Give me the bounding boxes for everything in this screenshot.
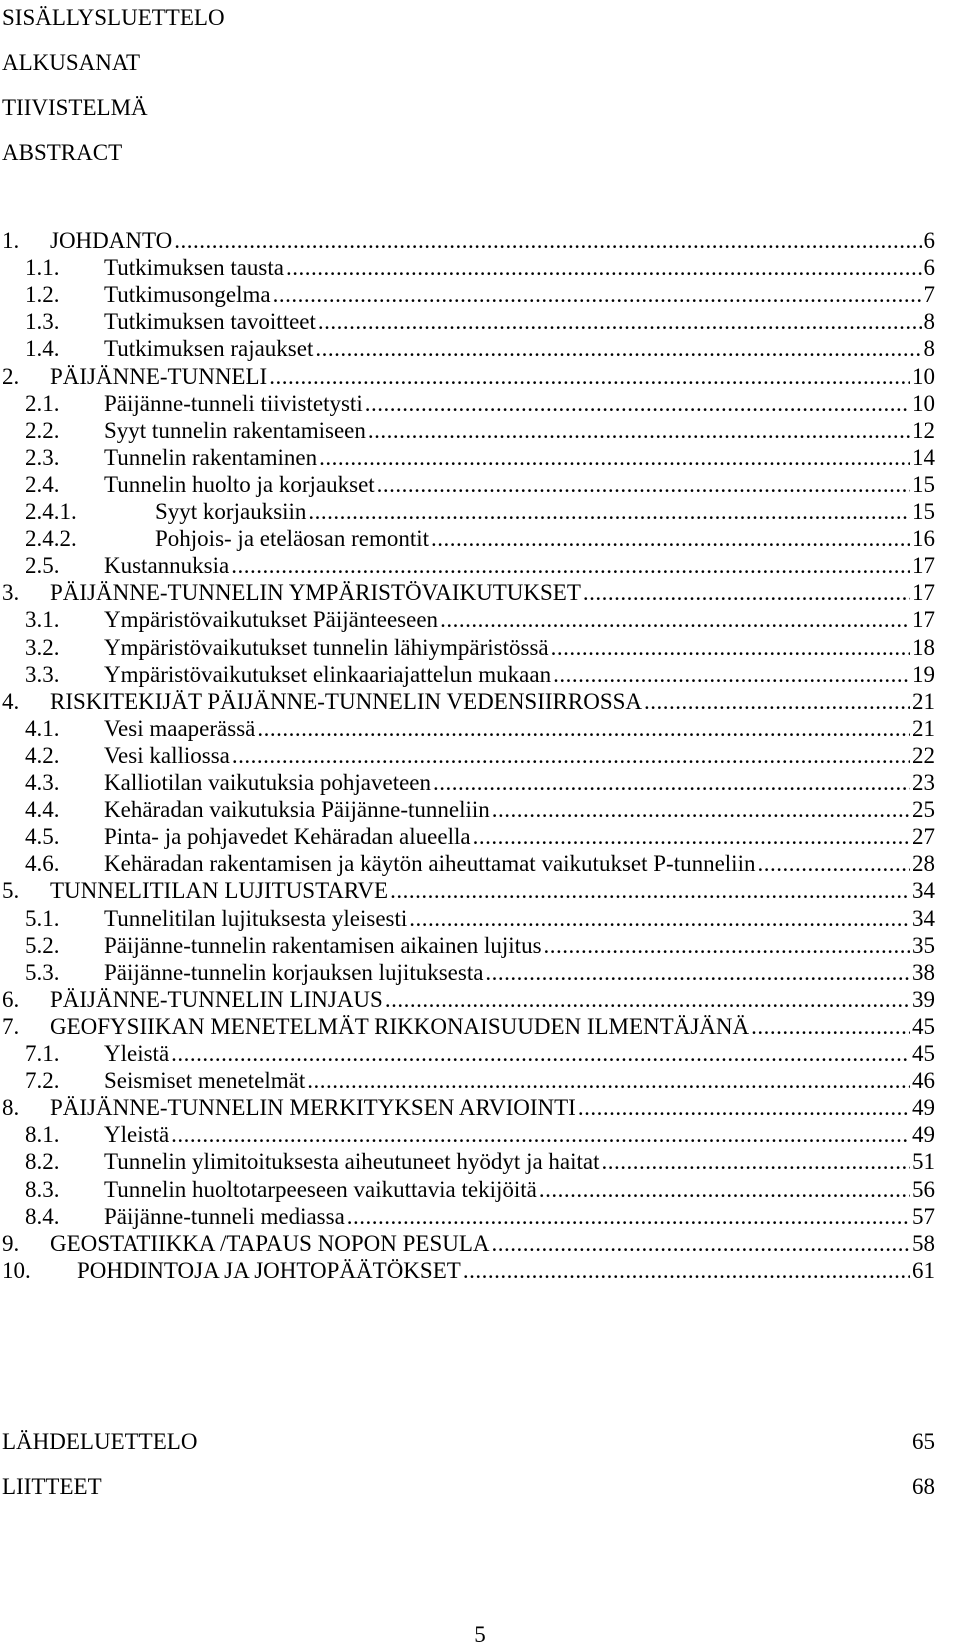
toc-entry (25, 636, 935, 663)
toc-entry-title: Yleistä (104, 1122, 170, 1148)
toc-entry-number: 1.3. (25, 309, 60, 335)
toc-entry (25, 554, 935, 581)
toc-entry (2, 1015, 935, 1042)
back-matter-page: 65 (912, 1429, 935, 1454)
toc-entry (25, 256, 935, 283)
toc-entry-number: 4.3. (25, 770, 60, 795)
toc-entry-number: 8.3. (25, 1176, 60, 1202)
toc-entry-title: Tutkimusongelma (104, 282, 271, 308)
toc-entry-number: 2.4.1. (25, 499, 77, 524)
toc-entry-number: 4.5. (25, 824, 60, 850)
toc-dot-leader (385, 988, 910, 1011)
toc-entry-title: Syyt tunnelin rakentamiseen (104, 417, 366, 443)
toc-entry-number: 3. (2, 580, 20, 606)
toc-entry-page: 16 (912, 526, 935, 552)
toc-entry-title: Päijänne-tunnelin rakentamisen aikainen lujitus (104, 932, 542, 958)
toc-entry (2, 690, 935, 717)
toc-entry-title: Päijänne-tunneli mediassa (104, 1203, 345, 1229)
toc-entry (2, 988, 935, 1015)
toc-entry-number: 1.4. (25, 336, 60, 362)
toc-entry (25, 825, 935, 852)
toc-entry-page: 23 (912, 770, 935, 795)
toc-entry-page: 46 (912, 1068, 935, 1094)
toc-entry-number: 2.5. (25, 553, 60, 579)
toc-dot-leader (644, 690, 910, 713)
toc-entry-title: Tunnelin rakentaminen (104, 444, 318, 470)
toc-entry-page: 10 (912, 363, 935, 389)
toc-entry (25, 446, 935, 473)
toc-entry-page: 7 (923, 282, 935, 308)
toc-entry-page: 45 (912, 1013, 935, 1039)
toc-entry (25, 798, 935, 825)
toc-entry-number: 5.3. (25, 959, 60, 985)
toc-dot-leader (368, 419, 910, 442)
toc-entry (25, 907, 935, 934)
toc-entry-page: 49 (912, 1095, 935, 1121)
toc-dot-leader (377, 473, 910, 496)
toc-dot-leader (492, 1232, 910, 1255)
toc-entry-number: 2.4.2. (25, 526, 77, 552)
toc-entry (25, 1205, 935, 1232)
toc-entry (25, 1178, 935, 1205)
toc-entry-page: 14 (912, 444, 935, 470)
toc-entry (25, 771, 935, 798)
toc-entry-page: 28 (912, 851, 935, 877)
toc-entry (25, 283, 935, 310)
toc-dot-leader (463, 1259, 910, 1282)
toc-entry (25, 961, 935, 988)
toc-entry-number: 1.2. (25, 282, 60, 308)
toc-entry-page: 58 (912, 1230, 935, 1256)
toc-entry-title: GEOFYSIIKAN MENETELMÄT RIKKONAISUUDEN ILMENTÄJÄNÄ (50, 1013, 750, 1039)
toc-dot-leader (409, 907, 910, 930)
toc-entry-page: 34 (912, 905, 935, 931)
toc-entry-number: 7.2. (25, 1068, 60, 1094)
toc-entry-page: 51 (912, 1149, 935, 1175)
toc-dot-leader (307, 1069, 910, 1092)
toc-entry-number: 4. (2, 688, 20, 714)
toc-dot-leader (171, 1123, 910, 1146)
toc-entry (25, 717, 935, 744)
toc-entry-number: 3.3. (25, 661, 60, 687)
toc-entry (25, 608, 935, 635)
toc-entry-page: 18 (912, 634, 935, 660)
toc-entry-page: 49 (912, 1122, 935, 1148)
toc-entry-page: 6 (923, 228, 935, 253)
toc-entry-title: Ympäristövaikutukset tunnelin lähiympäristössä (104, 634, 549, 660)
toc-entry-number: 9. (2, 1230, 20, 1256)
toc-entry-page: 45 (912, 1041, 935, 1066)
toc-entry-title: TUNNELITILAN LUJITUSTARVE (50, 878, 389, 904)
toc-entry (2, 365, 935, 392)
toc-dot-leader (583, 581, 910, 604)
toc-entry (25, 310, 935, 337)
toc-entry-title: Tunnelitilan lujituksesta yleisesti (104, 905, 408, 931)
back-matter-lahdeluettelo (2, 1430, 935, 1453)
toc-dot-leader (269, 365, 910, 388)
toc-entry-page: 21 (912, 715, 935, 741)
toc-entry-number: 8.1. (25, 1122, 60, 1148)
toc-dot-leader (553, 663, 910, 686)
toc-entry-page: 8 (923, 336, 935, 362)
toc-entry-title: Kehäradan vaikutuksia Päijänne-tunneliin (104, 797, 490, 823)
toc-entry-title: Kustannuksia (104, 553, 230, 579)
toc-entry-title: Kalliotilan vaikutuksia pohjaveteen (104, 770, 432, 795)
toc-dot-leader (315, 337, 921, 360)
toc-entry-number: 7. (2, 1013, 20, 1039)
toc-entry-title: Syyt korjauksiin (155, 499, 307, 524)
toc-dot-leader (365, 392, 910, 415)
toc-entry-number: 8.4. (25, 1203, 60, 1229)
toc-dot-leader (232, 744, 910, 767)
toc-entry (2, 229, 935, 256)
toc-entry-page: 38 (912, 959, 935, 985)
toc-entry (25, 419, 935, 446)
toc-entry (25, 1069, 935, 1096)
heading-sisallysluettelo: SISÄLLYSLUETTELO (2, 5, 225, 30)
toc-dot-leader (174, 229, 921, 252)
toc-dot-leader (544, 934, 910, 957)
toc-dot-leader (485, 961, 910, 984)
toc-entry-page: 17 (912, 553, 935, 579)
toc-entry-page: 19 (912, 661, 935, 687)
toc-dot-leader (390, 879, 910, 902)
toc-dot-leader (231, 554, 910, 577)
toc-entry-title: JOHDANTO (50, 228, 173, 253)
toc-entry-title: Yleistä (104, 1041, 170, 1066)
toc-dot-leader (602, 1150, 911, 1173)
heading-alkusanat: ALKUSANAT (2, 50, 140, 75)
toc-entry-number: 3.2. (25, 634, 60, 660)
toc-dot-leader (171, 1042, 910, 1065)
toc-entry-number: 2.3. (25, 444, 60, 470)
toc-entry-title: Päijänne-tunnelin korjauksen lujituksesta (104, 959, 484, 985)
toc-dot-leader (578, 1096, 910, 1119)
toc-entry-title: Pohjois- ja eteläosan remontit (155, 526, 430, 552)
back-matter-liitteet (2, 1475, 935, 1498)
toc-dot-leader (757, 852, 910, 875)
toc-entry (25, 1123, 935, 1150)
toc-entry-title: Tunnelin ylimitoituksesta aiheutuneet hyödyt ja haitat (104, 1149, 600, 1175)
toc-entry (25, 1150, 935, 1177)
toc-entry-page: 8 (923, 309, 935, 335)
toc-entry-title: Tutkimuksen tavoitteet (104, 309, 316, 335)
toc-entry-title: PÄIJÄNNE-TUNNELIN LINJAUS (50, 986, 383, 1012)
toc-entry-title: PÄIJÄNNE-TUNNELIN YMPÄRISTÖVAIKUTUKSET (50, 580, 581, 606)
toc-entry (25, 500, 935, 527)
toc-entry (2, 1096, 935, 1123)
toc-entry-title: PÄIJÄNNE-TUNNELIN MERKITYKSEN ARVIOINTI (50, 1095, 576, 1121)
toc-entry-number: 5. (2, 878, 20, 904)
toc-dot-leader (308, 500, 910, 523)
toc-entry-page: 61 (912, 1257, 935, 1283)
toc-entry-title: Vesi maaperässä (104, 715, 256, 741)
toc-entry-page: 27 (912, 824, 935, 850)
toc-dot-leader (433, 771, 910, 794)
toc-dot-leader (492, 798, 910, 821)
toc-entry-page: 25 (912, 797, 935, 823)
toc-entry-page: 6 (923, 255, 935, 281)
toc-entry-number: 1.1. (25, 255, 60, 281)
toc-dot-leader (551, 636, 910, 659)
toc-entry (25, 934, 935, 961)
toc-entry-title: Seismiset menetelmät (104, 1068, 306, 1094)
toc-entry-number: 7.1. (25, 1041, 60, 1066)
toc-dot-leader (473, 825, 910, 848)
toc-entry-number: 2. (2, 363, 20, 389)
toc-dot-leader (273, 283, 922, 306)
toc-entry-number: 5.2. (25, 932, 60, 958)
toc-entry-title: Pinta- ja pohjavedet Kehäradan alueella (104, 824, 471, 850)
toc-entry (25, 392, 935, 419)
heading-tiivistelma: TIIVISTELMÄ (2, 95, 148, 120)
toc-entry-title: Tutkimuksen rajaukset (104, 336, 314, 362)
toc-entry-number: 4.4. (25, 797, 60, 823)
toc-entry-title: Vesi kalliossa (104, 742, 230, 768)
toc-dot-leader (257, 717, 910, 740)
toc-entry-title: POHDINTOJA JA JOHTOPÄÄTÖKSET (77, 1257, 461, 1283)
toc-entry-number: 2.4. (25, 471, 60, 497)
toc-entry-number: 1. (2, 228, 20, 253)
toc-entry-page: 22 (912, 742, 935, 768)
toc-entry-title: GEOSTATIIKKA /TAPAUS NOPON PESULA (50, 1230, 490, 1256)
toc-dot-leader (751, 1015, 910, 1038)
toc-entry-page: 17 (912, 607, 935, 633)
toc-entry-number: 2.1. (25, 390, 60, 416)
toc-entry (2, 1259, 935, 1286)
toc-entry-title: PÄIJÄNNE-TUNNELI (50, 363, 268, 389)
toc-entry (2, 1232, 935, 1259)
toc-entry-page: 10 (912, 390, 935, 416)
toc-entry-page: 34 (912, 878, 935, 904)
toc-entry (25, 473, 935, 500)
toc-entry-title: Ympäristövaikutukset elinkaariajattelun mukaan (104, 661, 552, 687)
toc-entry-number: 3.1. (25, 607, 60, 633)
toc-entry-title: Tunnelin huolto ja korjaukset (104, 471, 375, 497)
toc-entry-number: 6. (2, 986, 20, 1012)
toc-entry-title: Päijänne-tunneli tiivistetysti (104, 390, 363, 416)
toc-entry-title: Kehäradan rakentamisen ja käytön aiheuttamat vaikutukset P-tunneliin (104, 851, 756, 877)
heading-abstract: ABSTRACT (2, 140, 123, 165)
toc-dot-leader (539, 1178, 910, 1201)
toc-entry-page: 15 (912, 471, 935, 497)
toc-entry-page: 17 (912, 580, 935, 606)
toc-entry-number: 5.1. (25, 905, 60, 931)
toc-dot-leader (319, 446, 910, 469)
toc-entry-page: 12 (912, 417, 935, 443)
toc-entry (25, 663, 935, 690)
back-matter-title: LÄHDELUETTELO (2, 1429, 198, 1454)
toc-entry-number: 4.6. (25, 851, 60, 877)
toc-entry-number: 2.2. (25, 417, 60, 443)
toc-entry-title: Tutkimuksen tausta (104, 255, 284, 281)
toc-entry-title: Ympäristövaikutukset Päijänteeseen (104, 607, 439, 633)
toc-entry-title: Tunnelin huoltotarpeeseen vaikuttavia tekijöitä (104, 1176, 537, 1202)
toc-entry (25, 744, 935, 771)
toc-entry-title: RISKITEKIJÄT PÄIJÄNNE-TUNNELIN VEDENSIIRROSSA (50, 688, 643, 714)
toc-entry-number: 4.1. (25, 715, 60, 741)
toc-entry (2, 879, 935, 906)
back-matter-page: 68 (912, 1474, 935, 1499)
toc-dot-leader (431, 527, 910, 550)
page-number: 5 (474, 1622, 486, 1647)
toc-entry-number: 8. (2, 1095, 20, 1121)
toc-entry (25, 1042, 935, 1069)
toc-entry-number: 10. (2, 1257, 31, 1283)
toc-entry (25, 337, 935, 364)
toc-dot-leader (347, 1205, 910, 1228)
toc-entry (2, 581, 935, 608)
toc-entry-page: 35 (912, 932, 935, 958)
toc-entry-page: 57 (912, 1203, 935, 1229)
toc-entry (25, 852, 935, 879)
toc-entry-number: 8.2. (25, 1149, 60, 1175)
toc-dot-leader (286, 256, 922, 279)
toc-entry-page: 39 (912, 986, 935, 1012)
toc-dot-leader (440, 608, 910, 631)
toc-entry (25, 527, 935, 554)
toc-dot-leader (318, 310, 922, 333)
toc-entry-number: 4.2. (25, 742, 60, 768)
toc-entry-page: 21 (912, 688, 935, 714)
back-matter-title: LIITTEET (2, 1474, 102, 1499)
toc-entry-page: 56 (912, 1176, 935, 1202)
toc-entry-page: 15 (912, 499, 935, 524)
